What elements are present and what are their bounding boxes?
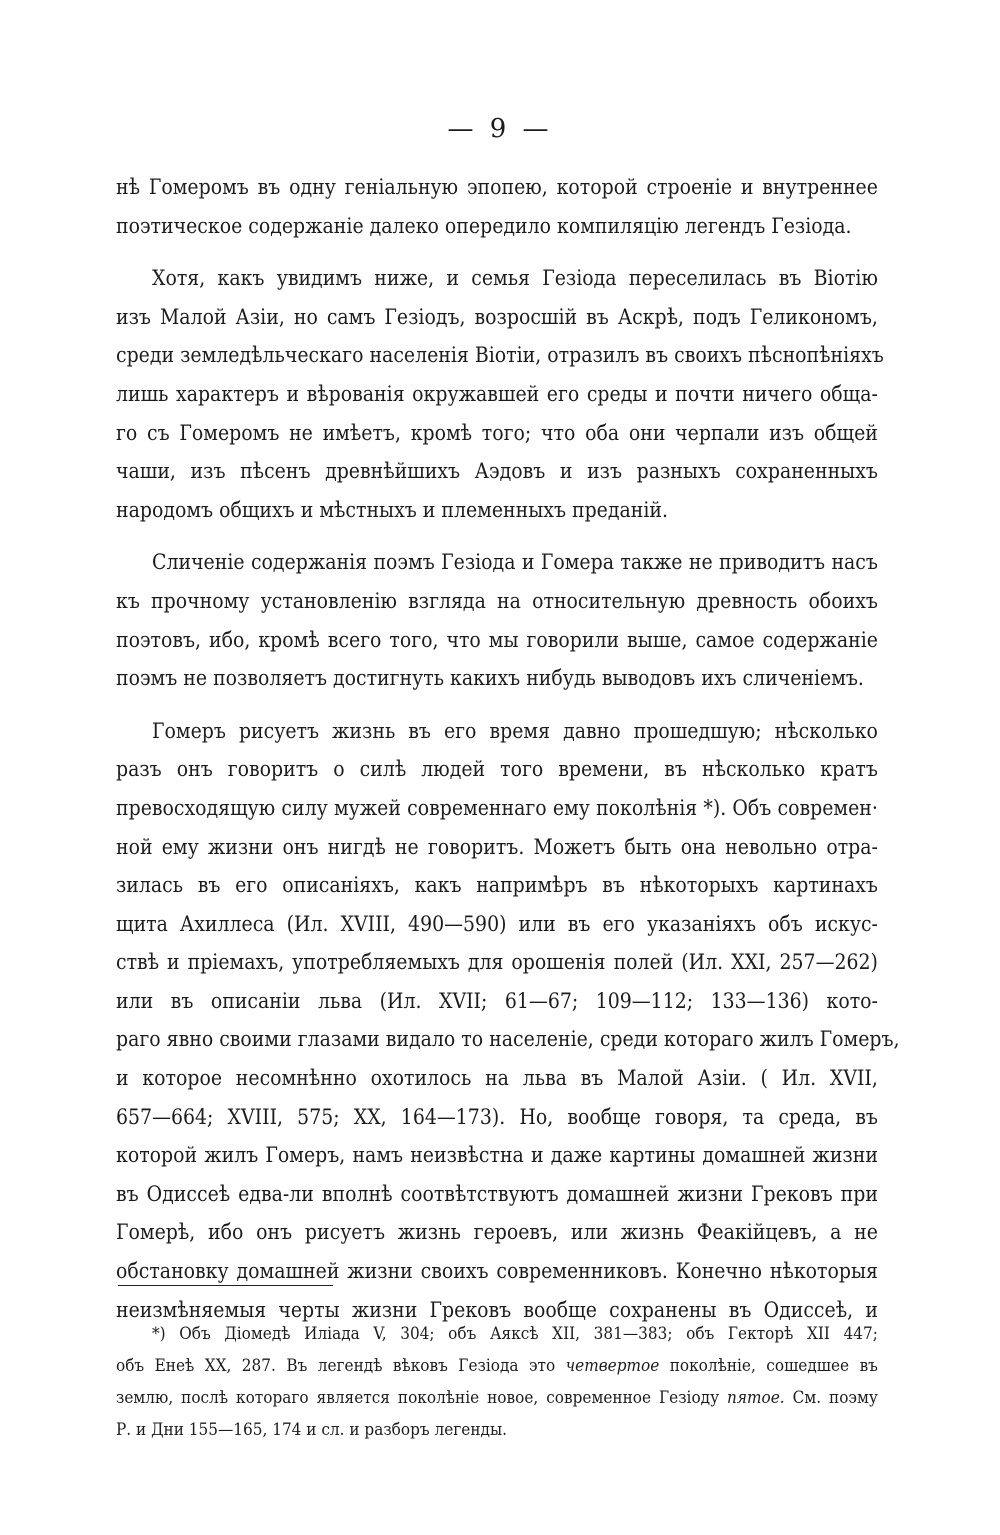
text-line: Гомерѣ, ибо онъ рисуетъ жизнь героевъ, или жизнь Феакійцевъ, а не [116,1220,878,1245]
footnote [116,1318,878,1446]
text-line: неизмѣняемыя черты жизни Грековъ вообще сохранены въ Одиссеѣ, и [116,1297,878,1322]
text-line: лишь характеръ и вѣрованія окружавшей его среды и почти ничего обща- [116,381,878,406]
text-line: зилась въ его описаніяхъ, какъ напримѣръ въ нѣкоторыхъ картинахъ [116,873,878,898]
text-line: разъ онъ говоритъ о силѣ людей того времени, въ нѣсколько кратъ [116,757,878,782]
text-line: народомъ общихъ и мѣстныхъ и племенныхъ преданій. [116,497,669,522]
text-line: щита Ахиллеса (Ил. XVIII, 490—590) или въ его указаніяхъ объ искус- [116,911,878,936]
footnote-divider [118,1285,333,1286]
text-line: го съ Гомеромъ не имѣетъ, кромѣ того; что оба они черпали изъ общей [116,420,878,445]
emphasis-fifth: пятое. [727,1388,785,1408]
text-line: Гомеръ рисуетъ жизнь въ его время давно прошедшую; нѣсколько [152,718,878,743]
text-line: 657—664; XVIII, 575; XX, 164—173). Но, вообще говоря, та среда, въ [116,1104,878,1129]
text-line: или въ описаніи льва (Ил. XVII; 61—67; 109—112; 133—136) кото- [116,988,878,1013]
text-line: чаши, изъ пѣсенъ древнѣйшихъ Аэдовъ и изъ разныхъ сохраненныхъ [116,459,878,484]
text-line: изъ Малой Азіи, но самъ Гезіодъ, возросшій въ Аскрѣ, подъ Геликономъ, [116,304,878,329]
text-line: поэтовъ, ибо, кромѣ всего того, что мы говорили выше, самое содержаніе [116,627,878,652]
text-line: поэмъ не позволяетъ достигнуть какихъ нибудь выводовъ ихъ сличеніемъ. [116,666,864,691]
page-number: — 9 — [447,114,553,144]
text-line: раго явно своими глазами видало то населеніе, среди котораго жилъ Гомеръ, [116,1027,900,1052]
text-line: среди земледѣльческаго населенія Віотіи, отразилъ въ своихъ пѣснопѣніяхъ [116,343,884,368]
text-line: ной ему жизни онъ нигдѣ не говоритъ. Можетъ быть она невольно отра- [116,834,878,859]
body-text [116,168,900,1329]
text-line: и которое несомнѣнно охотилось на льва въ Малой Азіи. ( Ил. XVII, [116,1066,878,1091]
footnote-line: Р. и Дни 155—165, 174 и сл. и разборъ легенды. [116,1420,508,1440]
text-line: превосходящую силу мужей современнаго ему поколѣнія *). Объ современ· [116,795,878,820]
text-line: Сличеніе содержанія поэмъ Гезіода и Гомера также не приводитъ насъ [152,550,878,575]
text-line: Хотя, какъ увидимъ ниже, и семья Гезіода переселилась въ Віотію [152,266,878,291]
emphasis-fourth: четвертое [565,1356,660,1376]
text-line: къ прочному установленію взгляда на относительную древность обоихъ [116,588,878,613]
text-line: нѣ Гомеромъ въ одну геніальную эпопею, которой строеніе и внутреннее [116,175,878,199]
text-line: которой жилъ Гомеръ, намъ неизвѣстна и даже картины домашней жизни [116,1143,878,1168]
text-line: ствѣ и пріемахъ, употребляемыхъ для орошенія полей (Ил. XXI, 257—262) [116,950,878,975]
text-line: въ Одиссеѣ едва-ли вполнѣ соотвѣтствуютъ домашней жизни Грековъ при [116,1181,878,1206]
footnote-line: объ Енеѣ XX, 287. Въ легендѣ вѣковъ Гезіода это четвертое поколѣніе, сошедшее въ [116,1356,878,1376]
footnote-line: землю, послѣ котораго является поколѣніе новое, современное Гезіоду пятое. См. поэму [116,1388,878,1408]
text-line: обстановку домашней жизни своихъ современниковъ. Конечно нѣкоторыя [116,1259,878,1284]
text-line: поэтическое содержаніе далеко опередило компиляцію легендъ Гезіода. [116,213,852,238]
footnote-line: *) Объ Діомедѣ Иліада V, 304; объ Аяксѣ XII, 381—383; объ Гекторѣ XII 447; [152,1324,878,1344]
